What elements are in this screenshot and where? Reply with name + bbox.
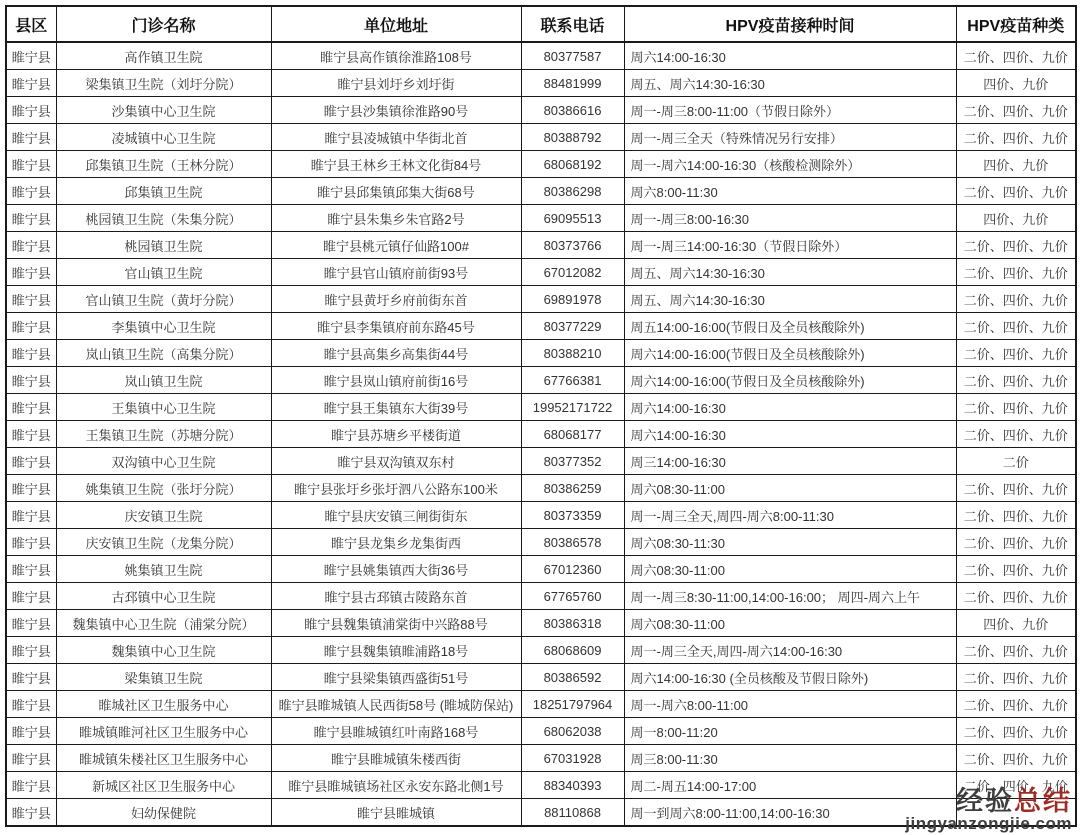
clinic-name-cell: 岚山镇卫生院	[56, 367, 271, 394]
table-row	[6, 610, 1076, 637]
county-cell: 睢宁县	[6, 799, 56, 827]
clinic-name-cell: 桃园镇卫生院	[56, 232, 271, 259]
schedule-cell: 周六08:30-11:30	[624, 529, 956, 556]
phone-cell: 80377587	[521, 42, 624, 70]
vaccine-types-cell: 二价、四价、九价	[956, 664, 1076, 691]
schedule-cell: 周五、周六14:30-16:30	[624, 286, 956, 313]
clinic-name-cell: 魏集镇中心卫生院	[56, 637, 271, 664]
county-cell: 睢宁县	[6, 313, 56, 340]
phone-cell: 88110868	[521, 799, 624, 827]
clinic-name-cell: 邱集镇卫生院	[56, 178, 271, 205]
clinic-name-cell: 沙集镇中心卫生院	[56, 97, 271, 124]
vaccine-types-cell: 二价、四价、九价	[956, 259, 1076, 286]
address-cell: 睢宁县凌城镇中华街北首	[271, 124, 521, 151]
table-row	[6, 448, 1076, 475]
clinic-name-cell: 庆安镇卫生院（龙集分院）	[56, 529, 271, 556]
table-row	[6, 583, 1076, 610]
table-row	[6, 718, 1076, 745]
vaccine-types-cell: 二价、四价、九价	[956, 583, 1076, 610]
watermark-title-part1: 经验	[956, 785, 1014, 816]
schedule-cell: 周一-周三8:30-11:00,14:00-16:00； 周四-周六上午	[624, 583, 956, 610]
address-cell: 睢宁县梁集镇西盛街51号	[271, 664, 521, 691]
county-cell: 睢宁县	[6, 394, 56, 421]
clinic-name-cell: 梁集镇卫生院（刘圩分院）	[56, 70, 271, 97]
table-row	[6, 421, 1076, 448]
header-row	[6, 6, 1076, 42]
address-cell: 睢宁县睢城镇人民西街58号 (睢城防保站)	[271, 691, 521, 718]
phone-cell: 68068192	[521, 151, 624, 178]
schedule-cell: 周一到周六8:00-11:00,14:00-16:30	[624, 799, 956, 827]
clinic-name-cell: 王集镇中心卫生院	[56, 394, 271, 421]
county-cell: 睢宁县	[6, 70, 56, 97]
phone-cell: 67012082	[521, 259, 624, 286]
vaccine-types-cell: 二价、四价、九价	[956, 286, 1076, 313]
vaccine-types-cell: 二价、四价、九价	[956, 42, 1076, 70]
phone-cell: 68068609	[521, 637, 624, 664]
phone-cell: 80377229	[521, 313, 624, 340]
table-row	[6, 664, 1076, 691]
phone-cell: 69095513	[521, 205, 624, 232]
schedule-cell: 周六08:30-11:00	[624, 475, 956, 502]
schedule-cell: 周一-周六8:00-11:00	[624, 691, 956, 718]
hpv-clinic-table	[5, 5, 1077, 827]
address-cell: 睢宁县桃元镇仔仙路100#	[271, 232, 521, 259]
clinic-name-cell: 官山镇卫生院（黄圩分院）	[56, 286, 271, 313]
address-cell: 睢宁县双沟镇双东村	[271, 448, 521, 475]
clinic-name-cell: 双沟镇中心卫生院	[56, 448, 271, 475]
phone-cell: 67765760	[521, 583, 624, 610]
address-cell: 睢宁县睢城镇朱楼西街	[271, 745, 521, 772]
table-row	[6, 745, 1076, 772]
header-county: 县区	[6, 6, 56, 42]
vaccine-types-cell: 二价、四价、九价	[956, 718, 1076, 745]
schedule-cell: 周二-周五14:00-17:00	[624, 772, 956, 799]
address-cell: 睢宁县李集镇府前东路45号	[271, 313, 521, 340]
vaccine-types-cell: 二价、四价、九价	[956, 178, 1076, 205]
header-schedule: HPV疫苗接种时间	[624, 6, 956, 42]
phone-cell: 80373766	[521, 232, 624, 259]
address-cell: 睢宁县高作镇徐淮路108号	[271, 42, 521, 70]
schedule-cell: 周五14:00-16:00(节假日及全员核酸除外)	[624, 313, 956, 340]
county-cell: 睢宁县	[6, 232, 56, 259]
phone-cell: 69891978	[521, 286, 624, 313]
address-cell: 睢宁县庆安镇三闸街街东	[271, 502, 521, 529]
county-cell: 睢宁县	[6, 205, 56, 232]
phone-cell: 68068177	[521, 421, 624, 448]
county-cell: 睢宁县	[6, 583, 56, 610]
county-cell: 睢宁县	[6, 745, 56, 772]
phone-cell: 80386592	[521, 664, 624, 691]
clinic-name-cell: 凌城镇中心卫生院	[56, 124, 271, 151]
address-cell: 睢宁县官山镇府前街93号	[271, 259, 521, 286]
address-cell: 睢宁县刘圩乡刘圩街	[271, 70, 521, 97]
phone-cell: 80386318	[521, 610, 624, 637]
schedule-cell: 周一-周三全天,周四-周六14:00-16:30	[624, 637, 956, 664]
header-clinic-name: 门诊名称	[56, 6, 271, 42]
table-row	[6, 313, 1076, 340]
table-row	[6, 232, 1076, 259]
address-cell: 睢宁县龙集乡龙集街西	[271, 529, 521, 556]
watermark-domain: jingyanzongjie.com	[905, 814, 1072, 834]
phone-cell: 80373359	[521, 502, 624, 529]
header-address: 单位地址	[271, 6, 521, 42]
table-row	[6, 340, 1076, 367]
schedule-cell: 周一-周三8:00-16:30	[624, 205, 956, 232]
county-cell: 睢宁县	[6, 664, 56, 691]
vaccine-types-cell: 二价、四价、九价	[956, 367, 1076, 394]
clinic-name-cell: 古邳镇中心卫生院	[56, 583, 271, 610]
table-body	[6, 42, 1076, 826]
county-cell: 睢宁县	[6, 367, 56, 394]
vaccine-types-cell: 二价、四价、九价	[956, 529, 1076, 556]
clinic-name-cell: 李集镇中心卫生院	[56, 313, 271, 340]
address-cell: 睢宁县睢城镇	[271, 799, 521, 827]
phone-cell: 80388792	[521, 124, 624, 151]
table-header	[6, 6, 1076, 42]
table-row	[6, 178, 1076, 205]
clinic-name-cell: 王集镇卫生院（苏塘分院）	[56, 421, 271, 448]
table-row	[6, 42, 1076, 70]
schedule-cell: 周一-周六14:00-16:30（核酸检测除外）	[624, 151, 956, 178]
schedule-cell: 周一-周三14:00-16:30（节假日除外）	[624, 232, 956, 259]
vaccine-types-cell: 二价、四价、九价	[956, 745, 1076, 772]
table-row	[6, 286, 1076, 313]
vaccine-types-cell: 二价、四价、九价	[956, 232, 1076, 259]
address-cell: 睢宁县古邳镇古陵路东首	[271, 583, 521, 610]
table-row	[6, 97, 1076, 124]
table-row	[6, 124, 1076, 151]
phone-cell: 80377352	[521, 448, 624, 475]
vaccine-types-cell: 二价、四价、九价	[956, 421, 1076, 448]
vaccine-types-cell: 二价、四价、九价	[956, 637, 1076, 664]
vaccine-types-cell: 二价、四价、九价	[956, 475, 1076, 502]
address-cell: 睢宁县睢城镇红叶南路168号	[271, 718, 521, 745]
schedule-cell: 周六14:00-16:30	[624, 421, 956, 448]
table-row	[6, 394, 1076, 421]
clinic-name-cell: 妇幼保健院	[56, 799, 271, 827]
address-cell: 睢宁县朱集乡朱官路2号	[271, 205, 521, 232]
schedule-cell: 周六14:00-16:30	[624, 42, 956, 70]
county-cell: 睢宁县	[6, 42, 56, 70]
schedule-cell: 周六14:00-16:30 (全员核酸及节假日除外)	[624, 664, 956, 691]
phone-cell: 80386298	[521, 178, 624, 205]
county-cell: 睢宁县	[6, 691, 56, 718]
schedule-cell: 周一-周三全天,周四-周六8:00-11:30	[624, 502, 956, 529]
county-cell: 睢宁县	[6, 124, 56, 151]
schedule-cell: 周一-周三全天（特殊情况另行安排）	[624, 124, 956, 151]
county-cell: 睢宁县	[6, 151, 56, 178]
vaccine-types-cell: 二价、四价、九价	[956, 340, 1076, 367]
clinic-name-cell: 姚集镇卫生院（张圩分院）	[56, 475, 271, 502]
clinic-name-cell: 梁集镇卫生院	[56, 664, 271, 691]
county-cell: 睢宁县	[6, 286, 56, 313]
schedule-cell: 周六14:00-16:30	[624, 394, 956, 421]
phone-cell: 88481999	[521, 70, 624, 97]
header-vaccine-types: HPV疫苗种类	[956, 6, 1076, 42]
county-cell: 睢宁县	[6, 421, 56, 448]
phone-cell: 80386578	[521, 529, 624, 556]
clinic-name-cell: 魏集镇中心卫生院（浦棠分院）	[56, 610, 271, 637]
address-cell: 睢宁县王林乡王林文化街84号	[271, 151, 521, 178]
phone-cell: 67766381	[521, 367, 624, 394]
table-row	[6, 259, 1076, 286]
vaccine-types-cell: 二价、四价、九价	[956, 691, 1076, 718]
address-cell: 睢宁县岚山镇府前街16号	[271, 367, 521, 394]
table-row	[6, 70, 1076, 97]
address-cell: 睢宁县姚集镇西大街36号	[271, 556, 521, 583]
county-cell: 睢宁县	[6, 556, 56, 583]
phone-cell: 80386616	[521, 97, 624, 124]
clinic-name-cell: 庆安镇卫生院	[56, 502, 271, 529]
county-cell: 睢宁县	[6, 340, 56, 367]
address-cell: 睢宁县张圩乡张圩泗八公路东100米	[271, 475, 521, 502]
vaccine-types-cell: 二价、四价、九价	[956, 502, 1076, 529]
schedule-cell: 周六14:00-16:00(节假日及全员核酸除外)	[624, 367, 956, 394]
address-cell: 睢宁县苏塘乡平楼街道	[271, 421, 521, 448]
table-row	[6, 151, 1076, 178]
schedule-cell: 周五、周六14:30-16:30	[624, 70, 956, 97]
county-cell: 睢宁县	[6, 772, 56, 799]
vaccine-types-cell: 二价、四价、九价	[956, 394, 1076, 421]
county-cell: 睢宁县	[6, 178, 56, 205]
county-cell: 睢宁县	[6, 637, 56, 664]
clinic-name-cell: 岚山镇卫生院（高集分院）	[56, 340, 271, 367]
clinic-name-cell: 睢城社区卫生服务中心	[56, 691, 271, 718]
vaccine-types-cell: 四价、九价	[956, 610, 1076, 637]
schedule-cell: 周六8:00-11:30	[624, 178, 956, 205]
county-cell: 睢宁县	[6, 718, 56, 745]
address-cell: 睢宁县魏集镇睢浦路18号	[271, 637, 521, 664]
vaccine-types-cell: 四价、九价	[956, 205, 1076, 232]
vaccine-types-cell: 二价、四价、九价	[956, 313, 1076, 340]
table-row	[6, 637, 1076, 664]
vaccine-types-cell: 二价、四价、九价	[956, 124, 1076, 151]
vaccine-types-cell	[956, 799, 1076, 827]
phone-cell: 88340393	[521, 772, 624, 799]
watermark-title-part2: 总结	[1014, 785, 1072, 816]
clinic-name-cell: 桃园镇卫生院（朱集分院）	[56, 205, 271, 232]
table-row	[6, 502, 1076, 529]
county-cell: 睢宁县	[6, 97, 56, 124]
vaccine-types-cell: 二价、四价、九价	[956, 556, 1076, 583]
phone-cell: 80388210	[521, 340, 624, 367]
clinic-name-cell: 官山镇卫生院	[56, 259, 271, 286]
county-cell: 睢宁县	[6, 448, 56, 475]
table-row	[6, 772, 1076, 799]
county-cell: 睢宁县	[6, 529, 56, 556]
clinic-name-cell: 睢城镇睢河社区卫生服务中心	[56, 718, 271, 745]
clinic-name-cell: 新城区社区卫生服务中心	[56, 772, 271, 799]
address-cell: 睢宁县睢城镇场社区永安东路北侧1号	[271, 772, 521, 799]
schedule-cell: 周六08:30-11:00	[624, 610, 956, 637]
vaccine-types-cell: 二价、四价、九价	[956, 772, 1076, 799]
header-phone: 联系电话	[521, 6, 624, 42]
vaccine-types-cell: 二价、四价、九价	[956, 97, 1076, 124]
schedule-cell: 周六14:00-16:00(节假日及全员核酸除外)	[624, 340, 956, 367]
table-row	[6, 367, 1076, 394]
county-cell: 睢宁县	[6, 475, 56, 502]
clinic-name-cell: 姚集镇卫生院	[56, 556, 271, 583]
schedule-cell: 周五、周六14:30-16:30	[624, 259, 956, 286]
phone-cell: 68062038	[521, 718, 624, 745]
table-row	[6, 799, 1076, 827]
schedule-cell: 周三8:00-11:30	[624, 745, 956, 772]
address-cell: 睢宁县黄圩乡府前街东首	[271, 286, 521, 313]
table-row	[6, 529, 1076, 556]
address-cell: 睢宁县王集镇东大街39号	[271, 394, 521, 421]
phone-cell: 19952171722	[521, 394, 624, 421]
schedule-cell: 周六08:30-11:00	[624, 556, 956, 583]
table-row	[6, 475, 1076, 502]
address-cell: 睢宁县邱集镇邱集大街68号	[271, 178, 521, 205]
clinic-name-cell: 邱集镇卫生院（王林分院）	[56, 151, 271, 178]
phone-cell: 67031928	[521, 745, 624, 772]
schedule-cell: 周三14:00-16:30	[624, 448, 956, 475]
phone-cell: 80386259	[521, 475, 624, 502]
county-cell: 睢宁县	[6, 259, 56, 286]
clinic-name-cell: 高作镇卫生院	[56, 42, 271, 70]
clinic-name-cell: 睢城镇朱楼社区卫生服务中心	[56, 745, 271, 772]
address-cell: 睢宁县沙集镇徐淮路90号	[271, 97, 521, 124]
address-cell: 睢宁县魏集镇浦棠街中兴路88号	[271, 610, 521, 637]
county-cell: 睢宁县	[6, 502, 56, 529]
table-row	[6, 691, 1076, 718]
vaccine-types-cell: 四价、九价	[956, 151, 1076, 178]
table-row	[6, 205, 1076, 232]
address-cell: 睢宁县高集乡高集街44号	[271, 340, 521, 367]
schedule-cell: 周一-周三8:00-11:00（节假日除外）	[624, 97, 956, 124]
phone-cell: 67012360	[521, 556, 624, 583]
vaccine-types-cell: 二价	[956, 448, 1076, 475]
vaccine-types-cell: 四价、九价	[956, 70, 1076, 97]
schedule-cell: 周一8:00-11:20	[624, 718, 956, 745]
table-row	[6, 556, 1076, 583]
phone-cell: 18251797964	[521, 691, 624, 718]
county-cell: 睢宁县	[6, 610, 56, 637]
